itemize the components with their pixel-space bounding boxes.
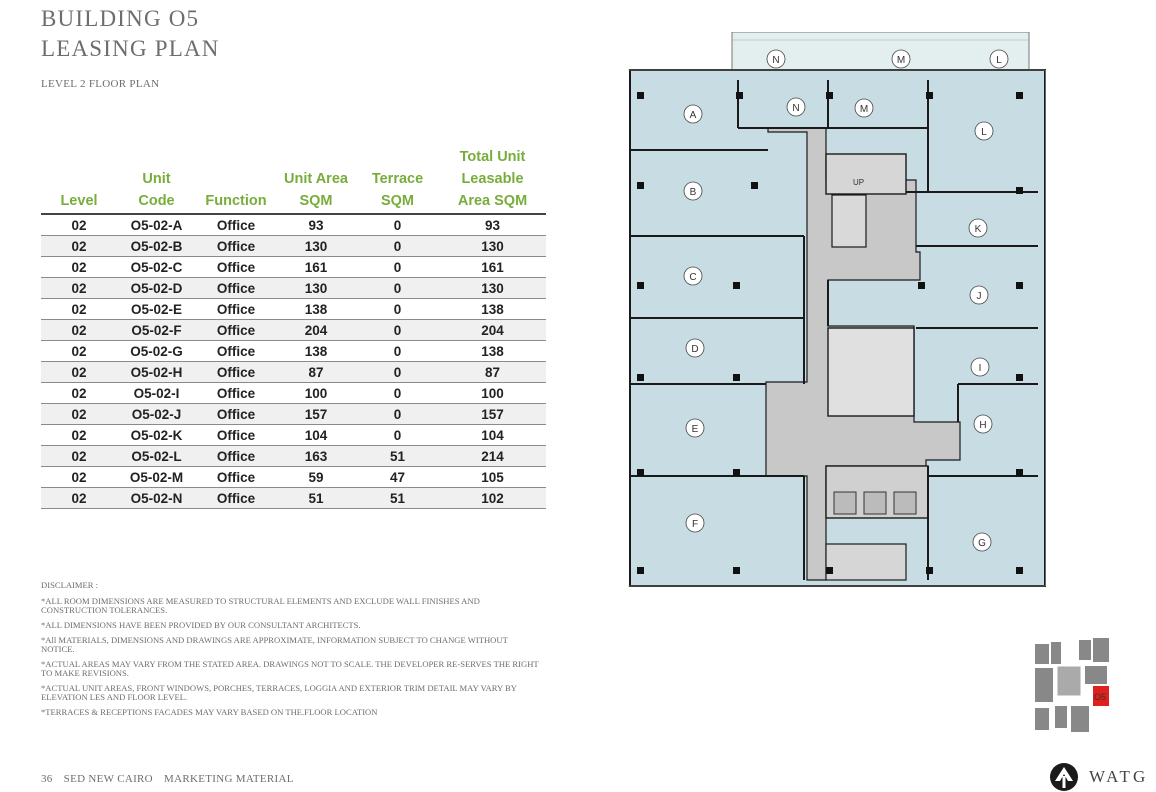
disclaimer-heading: DISCLAIMER : (41, 580, 99, 590)
disclaimer-item: *TERRACES & RECEPTIONS FACADES MAY VARY BASED ON THE.FLOOR LOCATION (41, 707, 378, 717)
cell-level: 02 (41, 488, 117, 509)
key-block (1051, 642, 1061, 664)
table-row (41, 341, 546, 362)
key-block (1035, 708, 1049, 730)
svg-text:B: B (689, 187, 697, 198)
svg-text:M: M (859, 104, 869, 115)
cell-unit-area: 100 (276, 383, 356, 404)
cell-total-area: 130 (439, 278, 546, 299)
cell-function: Office (196, 404, 276, 425)
svg-text:A: A (689, 110, 697, 121)
cell-level: 02 (41, 341, 117, 362)
svg-text:L: L (981, 127, 987, 138)
svg-text:K: K (974, 224, 982, 235)
cell-function: Office (196, 214, 276, 236)
cell-terrace: 47 (356, 467, 439, 488)
lower-stair (826, 544, 906, 580)
cell-unit-area: 157 (276, 404, 356, 425)
key-building-label: O5 (1094, 692, 1107, 702)
header-level: Level (41, 146, 117, 214)
svg-text:E: E (691, 424, 699, 435)
cell-unit-code: O5-02-N (117, 488, 196, 509)
cell-unit-code: O5-02-B (117, 236, 196, 257)
cell-terrace: 0 (356, 214, 439, 236)
unit-label-e (686, 419, 704, 437)
cell-unit-code: O5-02-J (117, 404, 196, 425)
cell-unit-area: 87 (276, 362, 356, 383)
cell-total-area: 93 (439, 214, 546, 236)
cell-unit-area: 59 (276, 467, 356, 488)
page-footer (41, 773, 302, 785)
cell-terrace: 0 (356, 299, 439, 320)
unit-label-b (684, 182, 702, 200)
project-name: SED NEW CAIRO (63, 773, 153, 785)
unit-label-j (970, 286, 988, 304)
unit-label-m (855, 99, 873, 117)
title-line-2: LEASING PLAN (41, 36, 220, 61)
cell-unit-code: O5-02-F (117, 320, 196, 341)
cell-unit-area: 161 (276, 257, 356, 278)
svg-text:F: F (691, 519, 699, 530)
cell-terrace: 0 (356, 236, 439, 257)
watg-logo (1049, 762, 1148, 792)
unit-label-d (686, 339, 704, 357)
unit-label-g (973, 533, 991, 551)
table-row (41, 299, 546, 320)
table-row (41, 404, 546, 425)
terrace-label-m (892, 50, 910, 68)
key-block (1085, 666, 1107, 684)
cell-function: Office (196, 299, 276, 320)
cell-unit-code: O5-02-D (117, 278, 196, 299)
cell-terrace: 0 (356, 362, 439, 383)
svg-text:N: N (772, 55, 780, 66)
key-block (1035, 668, 1053, 702)
cell-total-area: 105 (439, 467, 546, 488)
restroom-core (828, 328, 914, 416)
svg-text:G: G (978, 538, 986, 549)
cell-unit-code: O5-02-G (117, 341, 196, 362)
table-row (41, 383, 546, 404)
cell-terrace: 0 (356, 404, 439, 425)
cell-level: 02 (41, 446, 117, 467)
unit-label-a (684, 105, 702, 123)
disclaimer (41, 581, 541, 723)
table-header-row (41, 146, 546, 214)
disclaimer-item: *ACTUAL AREAS MAY VARY FROM THE STATED AREA. DRAWINGS NOT TO SCALE. THE DEVELOPER RE-SERVES THE RIGHT TO MAKE REVISIONS. (41, 659, 539, 678)
cell-function: Office (196, 257, 276, 278)
cell-terrace: 51 (356, 446, 439, 467)
cell-level: 02 (41, 383, 117, 404)
svg-text:I: I (978, 363, 982, 374)
cell-total-area: 161 (439, 257, 546, 278)
table-row (41, 236, 546, 257)
watg-logo-icon (1049, 762, 1079, 792)
cell-level: 02 (41, 320, 117, 341)
stair-core (826, 154, 906, 194)
service-room (832, 195, 866, 247)
cell-total-area: 104 (439, 425, 546, 446)
svg-text:C: C (689, 272, 697, 283)
table-row (41, 425, 546, 446)
table-row (41, 214, 546, 236)
cell-function: Office (196, 446, 276, 467)
elevator-3 (894, 492, 916, 514)
disclaimer-item: *ACTUAL UNIT AREAS, FRONT WINDOWS, PORCHES, TERRACES, LOGGIA AND EXTERIOR TRIM DETAIL MAY VARY BY ELEVATION LES AND FLOOR LEVEL. (41, 683, 517, 702)
document-type: MARKETING MATERIAL (164, 773, 294, 785)
cell-level: 02 (41, 214, 117, 236)
cell-unit-code: O5-02-C (117, 257, 196, 278)
title-line-1: BUILDING O5 (41, 6, 200, 31)
cell-terrace: 0 (356, 341, 439, 362)
unit-label-f (686, 514, 704, 532)
cell-unit-area: 93 (276, 214, 356, 236)
cell-total-area: 100 (439, 383, 546, 404)
page-number: 36 (41, 773, 53, 785)
cell-unit-code: O5-02-I (117, 383, 196, 404)
unit-label-h (974, 415, 992, 433)
disclaimer-item: *All MATERIALS, DIMENSIONS AND DRAWINGS ARE APPROXIMATE, INFORMATION SUBJECT TO CHANGE WITHOUT NOTICE. (41, 635, 508, 654)
key-block (1057, 666, 1081, 696)
terrace-label-l (990, 50, 1008, 68)
cell-level: 02 (41, 425, 117, 446)
cell-terrace: 0 (356, 383, 439, 404)
page-title (41, 4, 220, 64)
cell-level: 02 (41, 236, 117, 257)
unit-label-l (975, 122, 993, 140)
table-row (41, 467, 546, 488)
cell-unit-code: O5-02-H (117, 362, 196, 383)
cell-total-area: 157 (439, 404, 546, 425)
cell-total-area: 204 (439, 320, 546, 341)
cell-function: Office (196, 320, 276, 341)
svg-text:H: H (979, 420, 987, 431)
cell-level: 02 (41, 467, 117, 488)
elevator-1 (834, 492, 856, 514)
header-terrace: Terrace SQM (356, 146, 439, 214)
disclaimer-item: *ALL ROOM DIMENSIONS ARE MEASURED TO STRUCTURAL ELEMENTS AND EXCLUDE WALL FINISHES AND CONSTRUCTION TOLERANCES. (41, 596, 480, 615)
cell-function: Office (196, 362, 276, 383)
unit-label-i (971, 358, 989, 376)
header-unit-area: Unit Area SQM (276, 146, 356, 214)
unit-label-c (684, 267, 702, 285)
unit-label-n (787, 98, 805, 116)
cell-function: Office (196, 341, 276, 362)
cell-level: 02 (41, 278, 117, 299)
svg-text:M: M (896, 55, 906, 66)
cell-level: 02 (41, 362, 117, 383)
cell-unit-area: 138 (276, 341, 356, 362)
disclaimer-item: *ALL DIMENSIONS HAVE BEEN PROVIDED BY OUR CONSULTANT ARCHITECTS. (41, 620, 361, 630)
cell-function: Office (196, 278, 276, 299)
cell-unit-area: 130 (276, 278, 356, 299)
key-block (1071, 706, 1089, 732)
header-unit-code: Unit Code (117, 146, 196, 214)
svg-text:D: D (691, 344, 699, 355)
cell-unit-area: 163 (276, 446, 356, 467)
cell-level: 02 (41, 257, 117, 278)
cell-terrace: 0 (356, 278, 439, 299)
key-block (1093, 638, 1109, 662)
cell-unit-area: 51 (276, 488, 356, 509)
cell-function: Office (196, 488, 276, 509)
cell-terrace: 0 (356, 257, 439, 278)
cell-function: Office (196, 383, 276, 404)
cell-unit-area: 204 (276, 320, 356, 341)
table-row (41, 257, 546, 278)
cell-unit-code: O5-02-L (117, 446, 196, 467)
cell-total-area: 214 (439, 446, 546, 467)
key-block (1035, 644, 1049, 664)
svg-text:J: J (976, 291, 982, 302)
table-row (41, 320, 546, 341)
header-function: Function (196, 146, 276, 214)
svg-text:N: N (792, 103, 800, 114)
cell-unit-code: O5-02-E (117, 299, 196, 320)
cell-total-area: 130 (439, 236, 546, 257)
cell-terrace: 0 (356, 425, 439, 446)
cell-unit-code: O5-02-A (117, 214, 196, 236)
terrace-label-n (767, 50, 785, 68)
watg-logo-text: WATG (1089, 767, 1149, 786)
cell-unit-area: 138 (276, 299, 356, 320)
cell-terrace: 51 (356, 488, 439, 509)
key-block (1079, 640, 1091, 660)
site-key-map (1033, 636, 1111, 736)
floor-plan-subtitle: LEVEL 2 FLOOR PLAN (41, 78, 160, 90)
leasing-table (41, 146, 546, 509)
svg-text:L: L (996, 55, 1002, 66)
cell-total-area: 138 (439, 299, 546, 320)
floor-plan (628, 32, 1048, 588)
table-row (41, 278, 546, 299)
table-body (41, 214, 546, 509)
cell-unit-area: 130 (276, 236, 356, 257)
cell-total-area: 138 (439, 341, 546, 362)
table-row (41, 362, 546, 383)
cell-unit-code: O5-02-M (117, 467, 196, 488)
unit-label-k (969, 219, 987, 237)
stair-up-label: UP (853, 178, 865, 187)
cell-total-area: 102 (439, 488, 546, 509)
key-block (1055, 706, 1067, 728)
table-row (41, 446, 546, 467)
cell-level: 02 (41, 404, 117, 425)
header-total-area: Total Unit Leasable Area SQM (439, 146, 546, 214)
elevator-2 (864, 492, 886, 514)
cell-level: 02 (41, 299, 117, 320)
cell-function: Office (196, 425, 276, 446)
cell-function: Office (196, 236, 276, 257)
cell-function: Office (196, 467, 276, 488)
cell-unit-code: O5-02-K (117, 425, 196, 446)
cell-terrace: 0 (356, 320, 439, 341)
cell-total-area: 87 (439, 362, 546, 383)
cell-unit-area: 104 (276, 425, 356, 446)
table-row (41, 488, 546, 509)
